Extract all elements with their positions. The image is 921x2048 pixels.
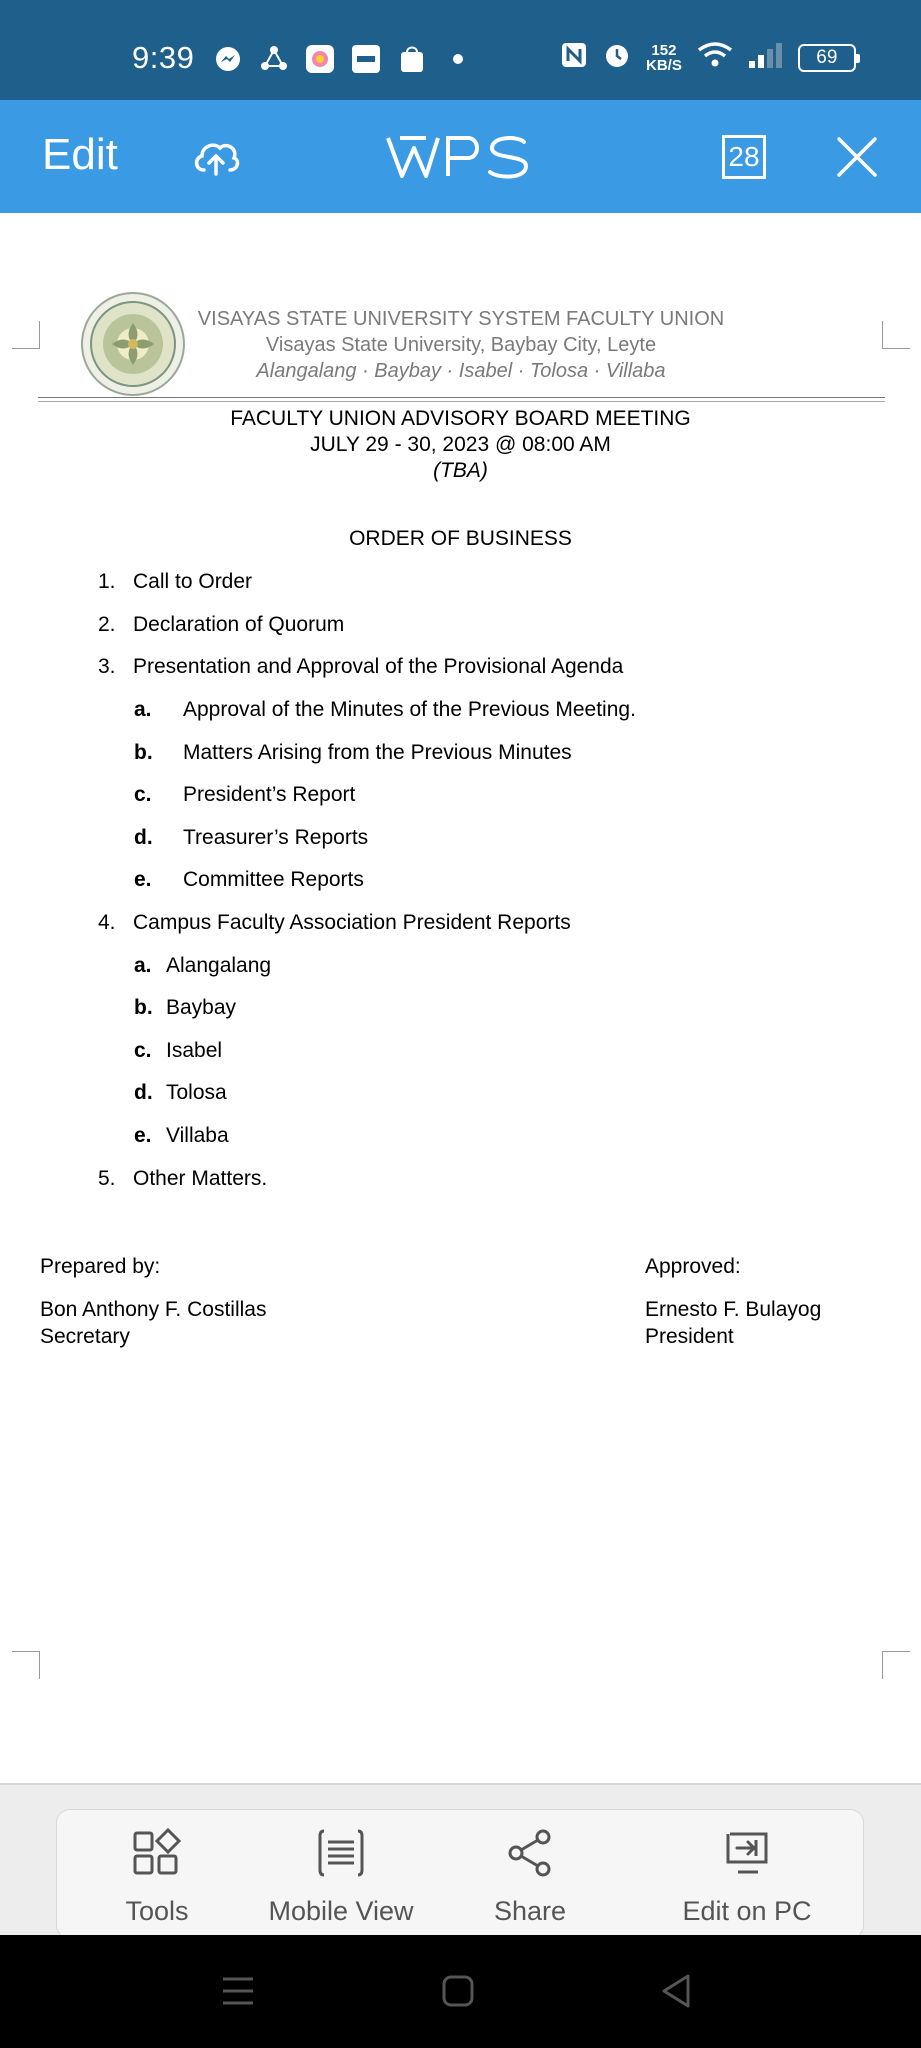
- section-title: ORDER OF BUSINESS: [349, 527, 572, 550]
- bottom-toolbar: [56, 1809, 864, 1939]
- home-icon[interactable]: [438, 1971, 478, 2011]
- speed-value: 152: [651, 41, 677, 59]
- sub-item-letter: c.: [134, 1039, 152, 1062]
- approved-by-block: [645, 1253, 821, 1350]
- system-icons: [560, 40, 856, 75]
- letterhead-divider: [38, 401, 885, 402]
- approved-name: Ernesto F. Bulayog: [645, 1298, 822, 1321]
- sub-item-letter: a.: [134, 954, 152, 977]
- meeting-title: FACULTY UNION ADVISORY BOARD MEETING: [230, 407, 691, 430]
- edit-on-pc-button[interactable]: [647, 1810, 847, 1940]
- more-notifications-dot: [443, 44, 473, 74]
- sub-item-text: Villaba: [166, 1124, 229, 1147]
- sub-item-letter: d.: [134, 826, 153, 849]
- item-text: Campus Faculty Association President Reports: [133, 911, 571, 934]
- sub-item-letter: a.: [134, 698, 152, 721]
- messenger-icon: [213, 44, 243, 74]
- mobile-view-button[interactable]: [241, 1810, 441, 1940]
- sub-item-text: Approval of the Minutes of the Previous Meeting.: [183, 698, 636, 721]
- tools-label: Tools: [125, 1896, 189, 1926]
- org-name: VISAYAS STATE UNIVERSITY SYSTEM FACULTY UNION: [197, 308, 725, 330]
- page-corner-mark: [882, 1651, 910, 1679]
- item-number: 1.: [98, 570, 116, 593]
- page-corner-mark: [882, 321, 910, 349]
- edit-button[interactable]: Edit: [42, 130, 118, 179]
- system-navigation-bar: [0, 1935, 921, 2048]
- item-text: Other Matters.: [133, 1167, 268, 1190]
- meeting-venue: (TBA): [433, 459, 488, 482]
- item-text: Declaration of Quorum: [133, 613, 345, 636]
- wps-logo: [384, 134, 534, 180]
- item-text: Call to Order: [133, 570, 253, 593]
- nfc-icon: [560, 41, 588, 74]
- sub-item-text: Matters Arising from the Previous Minutes: [183, 741, 572, 764]
- prepared-name: Bon Anthony F. Costillas: [40, 1298, 267, 1321]
- share-label: Share: [493, 1896, 567, 1926]
- speed-unit: KB/S: [646, 56, 682, 74]
- sub-item-letter: e.: [134, 868, 152, 891]
- item-number: 2.: [98, 613, 116, 636]
- page-corner-mark: [12, 321, 40, 349]
- sub-item-text: President’s Report: [183, 783, 356, 806]
- letterhead: [170, 306, 752, 384]
- approved-role: President: [645, 1325, 734, 1348]
- edit-on-pc-label: Edit on PC: [682, 1896, 812, 1926]
- letterhead-divider: [38, 397, 885, 398]
- item-number: 4.: [98, 911, 116, 934]
- cloud-upload-icon[interactable]: [190, 132, 242, 184]
- battery-indicator: 69: [798, 44, 856, 72]
- prepared-label: Prepared by:: [40, 1255, 161, 1278]
- share-button[interactable]: [430, 1810, 630, 1940]
- network-speed: [646, 43, 682, 73]
- meeting-heading: [0, 406, 921, 484]
- tools-button[interactable]: [57, 1810, 257, 1940]
- back-icon[interactable]: [656, 1971, 696, 2011]
- sub-item-text: Alangalang: [166, 954, 272, 977]
- page-corner-mark: [12, 1651, 40, 1679]
- page-count-button[interactable]: 28: [722, 135, 766, 179]
- clock: 9:39: [132, 40, 195, 75]
- approved-label: Approved:: [645, 1255, 741, 1278]
- sub-item-letter: b.: [134, 996, 153, 1019]
- sub-item-letter: c.: [134, 783, 152, 806]
- share-icon: [505, 1828, 555, 1878]
- sub-item-text: Baybay: [166, 996, 237, 1019]
- meeting-date: JULY 29 - 30, 2023 @ 08:00 AM: [310, 433, 611, 456]
- shopping-bag-icon: [397, 44, 427, 74]
- sub-item-text: Treasurer’s Reports: [183, 826, 369, 849]
- item-text: Presentation and Approval of the Provisional Agenda: [133, 655, 624, 678]
- edit-on-pc-icon: [722, 1828, 772, 1878]
- sync-app-icon: [259, 44, 289, 74]
- mewe-app-icon: [351, 44, 381, 74]
- wifi-icon: [696, 41, 734, 74]
- status-bar: [0, 0, 921, 100]
- photos-app-icon: [305, 44, 335, 74]
- prepared-role: Secretary: [40, 1325, 130, 1348]
- document-page[interactable]: [0, 213, 921, 1783]
- close-icon[interactable]: [836, 136, 878, 178]
- alarm-icon: [602, 40, 632, 75]
- mobile-view-label: Mobile View: [268, 1896, 414, 1926]
- sub-item-letter: d.: [134, 1081, 153, 1104]
- sub-item-text: Committee Reports: [183, 868, 364, 891]
- sub-item-text: Tolosa: [166, 1081, 227, 1104]
- bottom-toolbar-area: [0, 1783, 921, 1935]
- item-number: 5.: [98, 1167, 116, 1190]
- item-number: 3.: [98, 655, 116, 678]
- recents-menu-icon[interactable]: [218, 1971, 258, 2011]
- sub-item-text: Isabel: [166, 1039, 223, 1062]
- org-address: Visayas State University, Baybay City, Leyte: [265, 334, 657, 356]
- mobile-view-icon: [316, 1828, 366, 1878]
- tools-icon: [132, 1828, 182, 1878]
- app-toolbar: [0, 100, 921, 213]
- sub-item-letter: b.: [134, 741, 153, 764]
- notification-icons: [213, 44, 473, 74]
- cell-signal-icon: [748, 41, 784, 74]
- sub-item-letter: e.: [134, 1124, 152, 1147]
- prepared-by-block: [40, 1253, 266, 1350]
- org-campuses: Alangalang · Baybay · Isabel · Tolosa · Villaba: [256, 360, 666, 382]
